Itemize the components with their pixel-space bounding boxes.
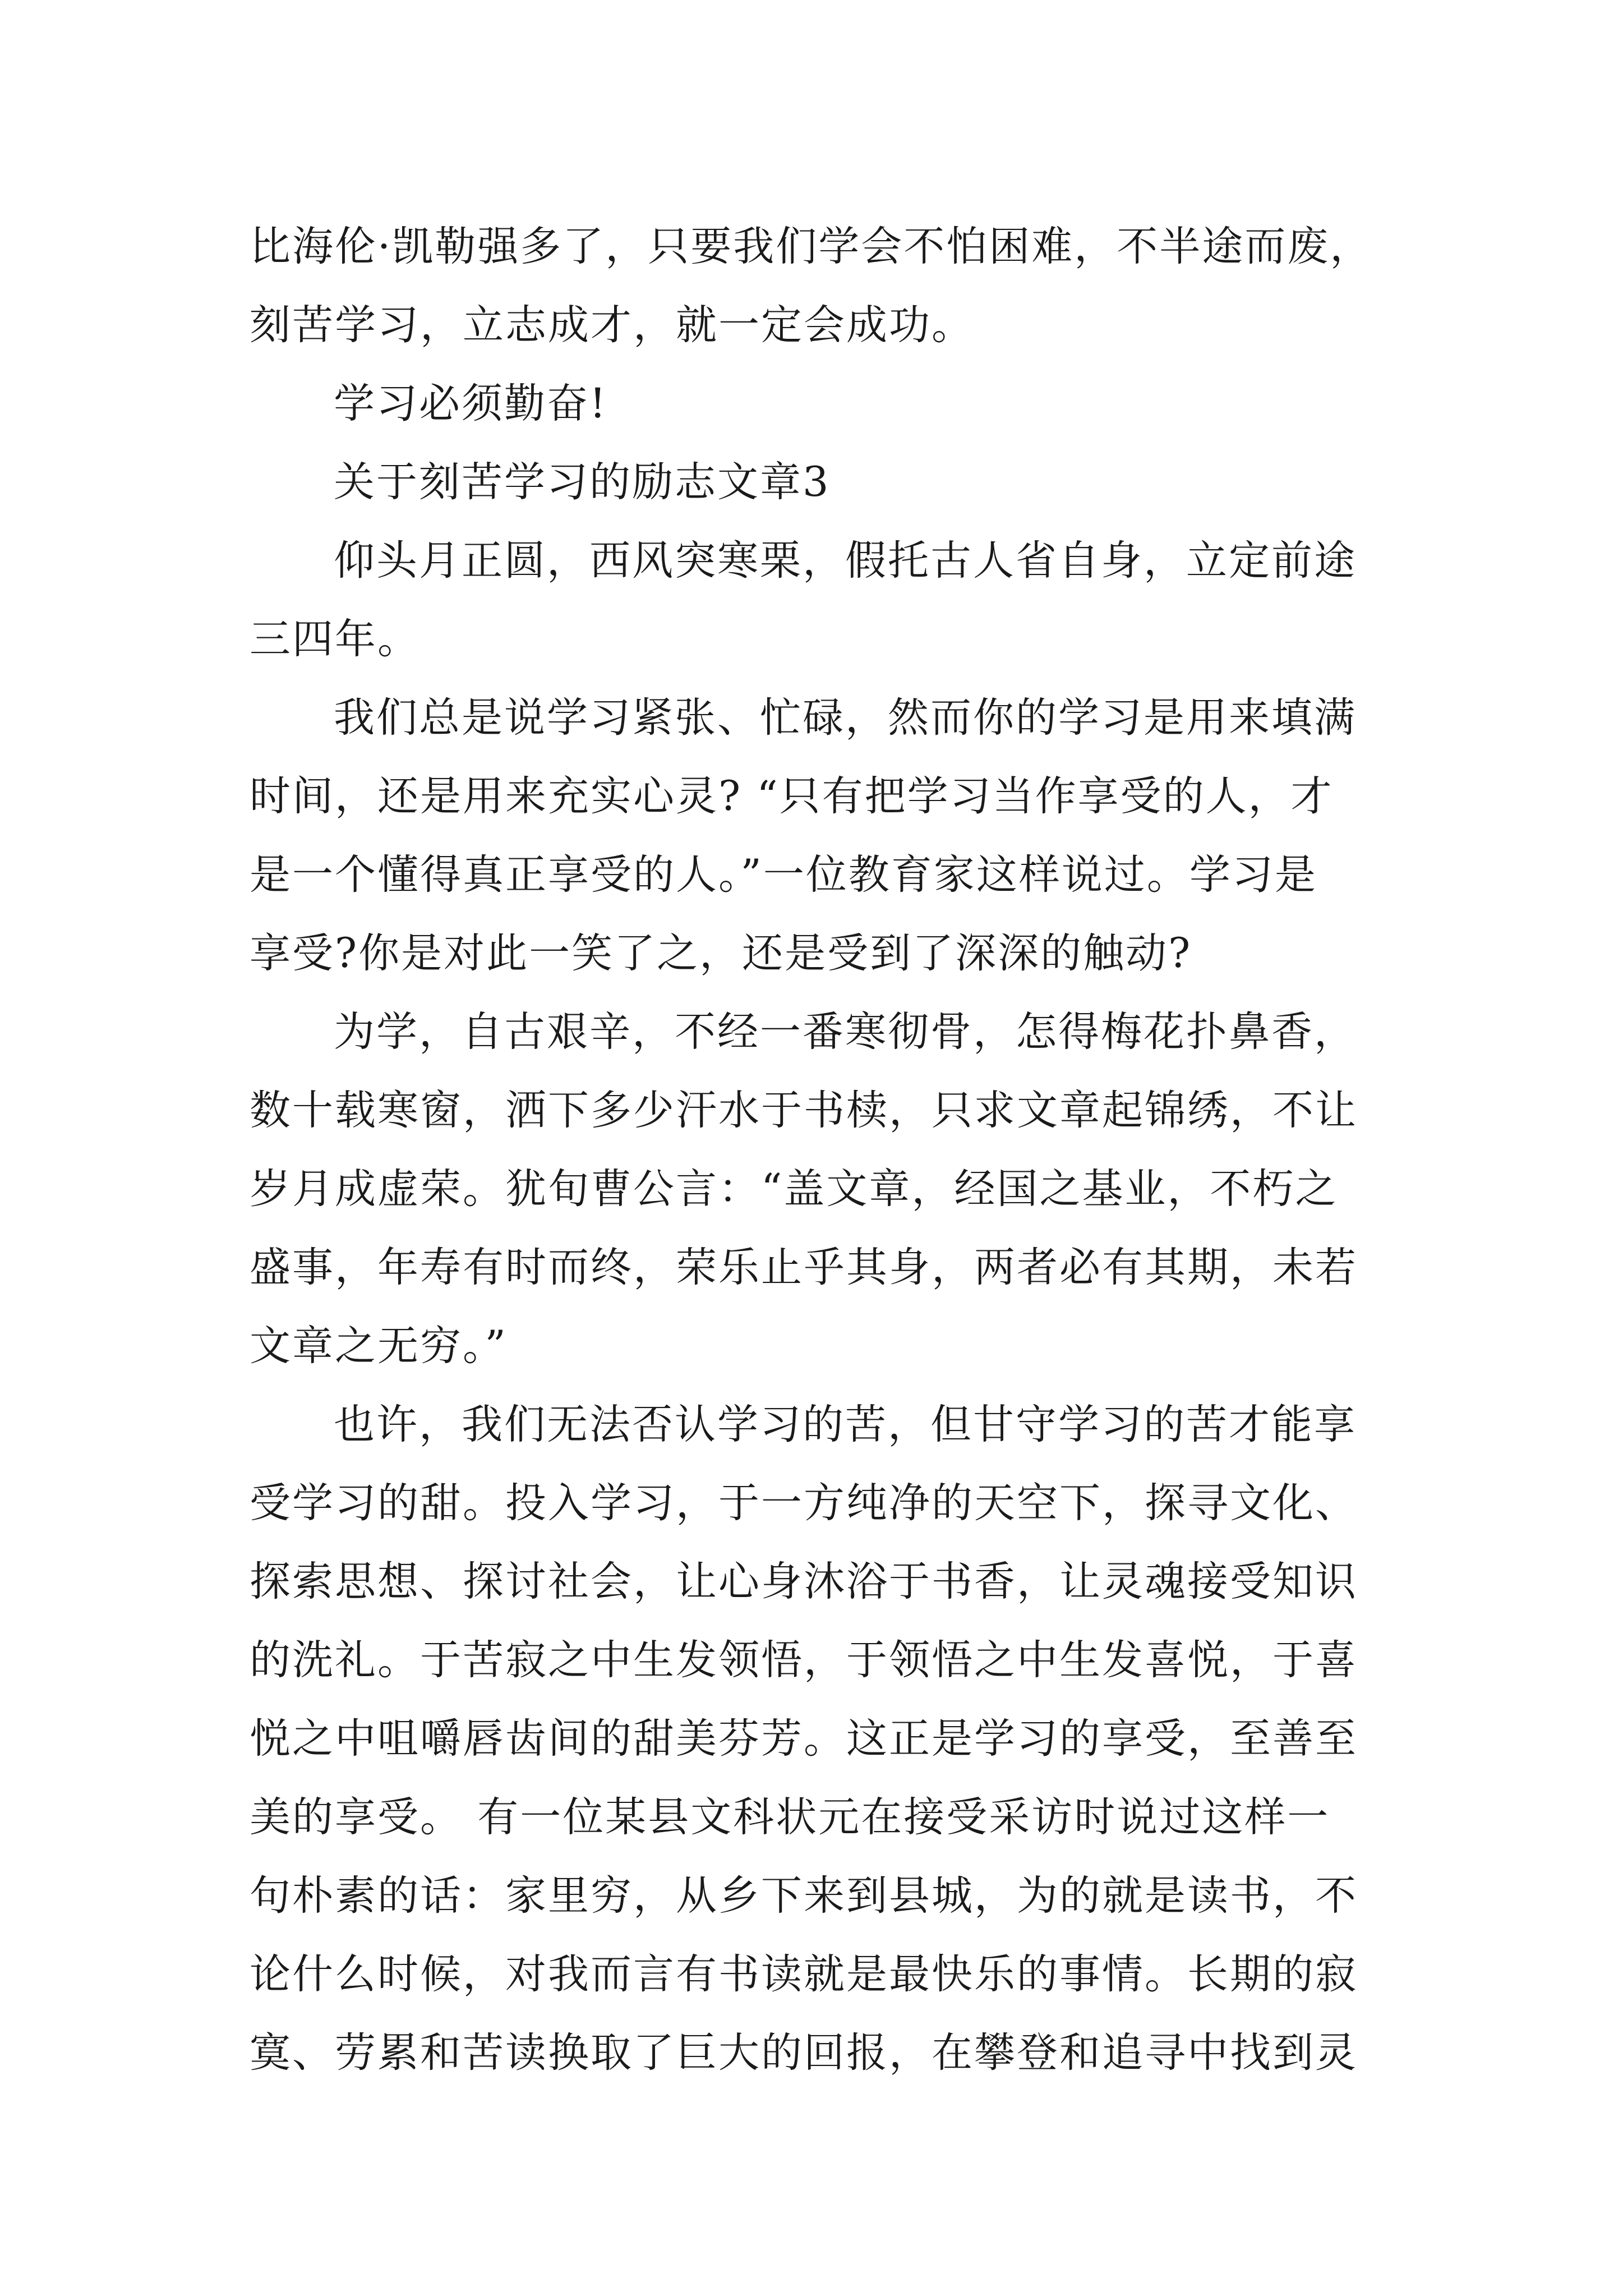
text-line: 比海伦·凯勒强多了，只要我们学会不怕困难，不半途而废， — [250, 223, 1373, 270]
text-line: 是一个懂得真正享受的人。”一位教育家这样说过。学习是 — [250, 851, 1317, 899]
text-line: 盛事，年寿有时而终，荣乐止乎其身，两者必有其期，未若 — [250, 1244, 1358, 1291]
text-line: 句朴素的话：家里穷，从乡下来到县城，为的就是读书，不 — [250, 1872, 1358, 1920]
text-line: 为学，自古艰辛，不经一番寒彻骨，怎得梅花扑鼻香， — [334, 1008, 1357, 1056]
text-line: 时间，还是用来充实心灵? “只有把学习当作享受的人，才 — [250, 772, 1334, 820]
text-line: 美的享受。 有一位某县文科状元在接受采访时说过这样一 — [250, 1793, 1330, 1841]
paragraph-exhortation — [250, 365, 1394, 443]
text-line: 探索思想、探讨社会，让心身沐浴于书香，让灵魂接受知识 — [250, 1558, 1358, 1605]
paragraph-study-enjoyment — [250, 679, 1394, 993]
paragraph-bitter-sweet — [250, 1386, 1394, 2092]
text-line: 论什么时候，对我而言有书读就是最快乐的事情。长期的寂 — [250, 1950, 1358, 1998]
text-line: 文章之无穷。” — [250, 1322, 508, 1370]
text-line: 受学习的甜。投入学习，于一方纯净的天空下，探寻文化、 — [250, 1479, 1358, 1527]
text-line: 的洗礼。于苦寂之中生发领悟，于领悟之中生发喜悦，于喜 — [250, 1636, 1358, 1684]
text-line: 寞、劳累和苦读换取了巨大的回报，在攀登和追寻中找到灵 — [250, 2029, 1358, 2077]
text-line: 数十载寒窗，洒下多少汗水于书椟，只求文章起锦绣，不让 — [250, 1087, 1358, 1134]
text-line: 刻苦学习，立志成才，就一定会成功。 — [250, 301, 974, 349]
text-line: 我们总是说学习紧张、忙碌，然而你的学习是用来填满 — [334, 694, 1357, 742]
section-heading — [250, 443, 1394, 522]
paragraph-continuation — [250, 208, 1394, 365]
text-line: 仰头月正圆，西风突寒栗，假托古人省自身，立定前途 — [334, 537, 1357, 585]
text-line: 悦之中咀嚼唇齿间的甜美芬芳。这正是学习的享受，至善至 — [250, 1715, 1358, 1763]
text-line: 享受?你是对此一笑了之，还是受到了深深的触动? — [250, 930, 1192, 977]
document-body — [250, 208, 1394, 2092]
paragraph-opening-verse — [250, 522, 1394, 679]
text-line: 岁月成虚荣。犹旬曹公言：“盖文章，经国之基业，不朽之 — [250, 1165, 1338, 1213]
text-line: 学习必须勤奋! — [334, 380, 608, 427]
paragraph-hardship — [250, 993, 1394, 1386]
text-line: 三四年。 — [250, 615, 420, 663]
text-line: 也许，我们无法否认学习的苦，但甘守学习的苦才能享 — [334, 1401, 1357, 1448]
text-line: 关于刻苦学习的励志文章3 — [334, 458, 831, 506]
